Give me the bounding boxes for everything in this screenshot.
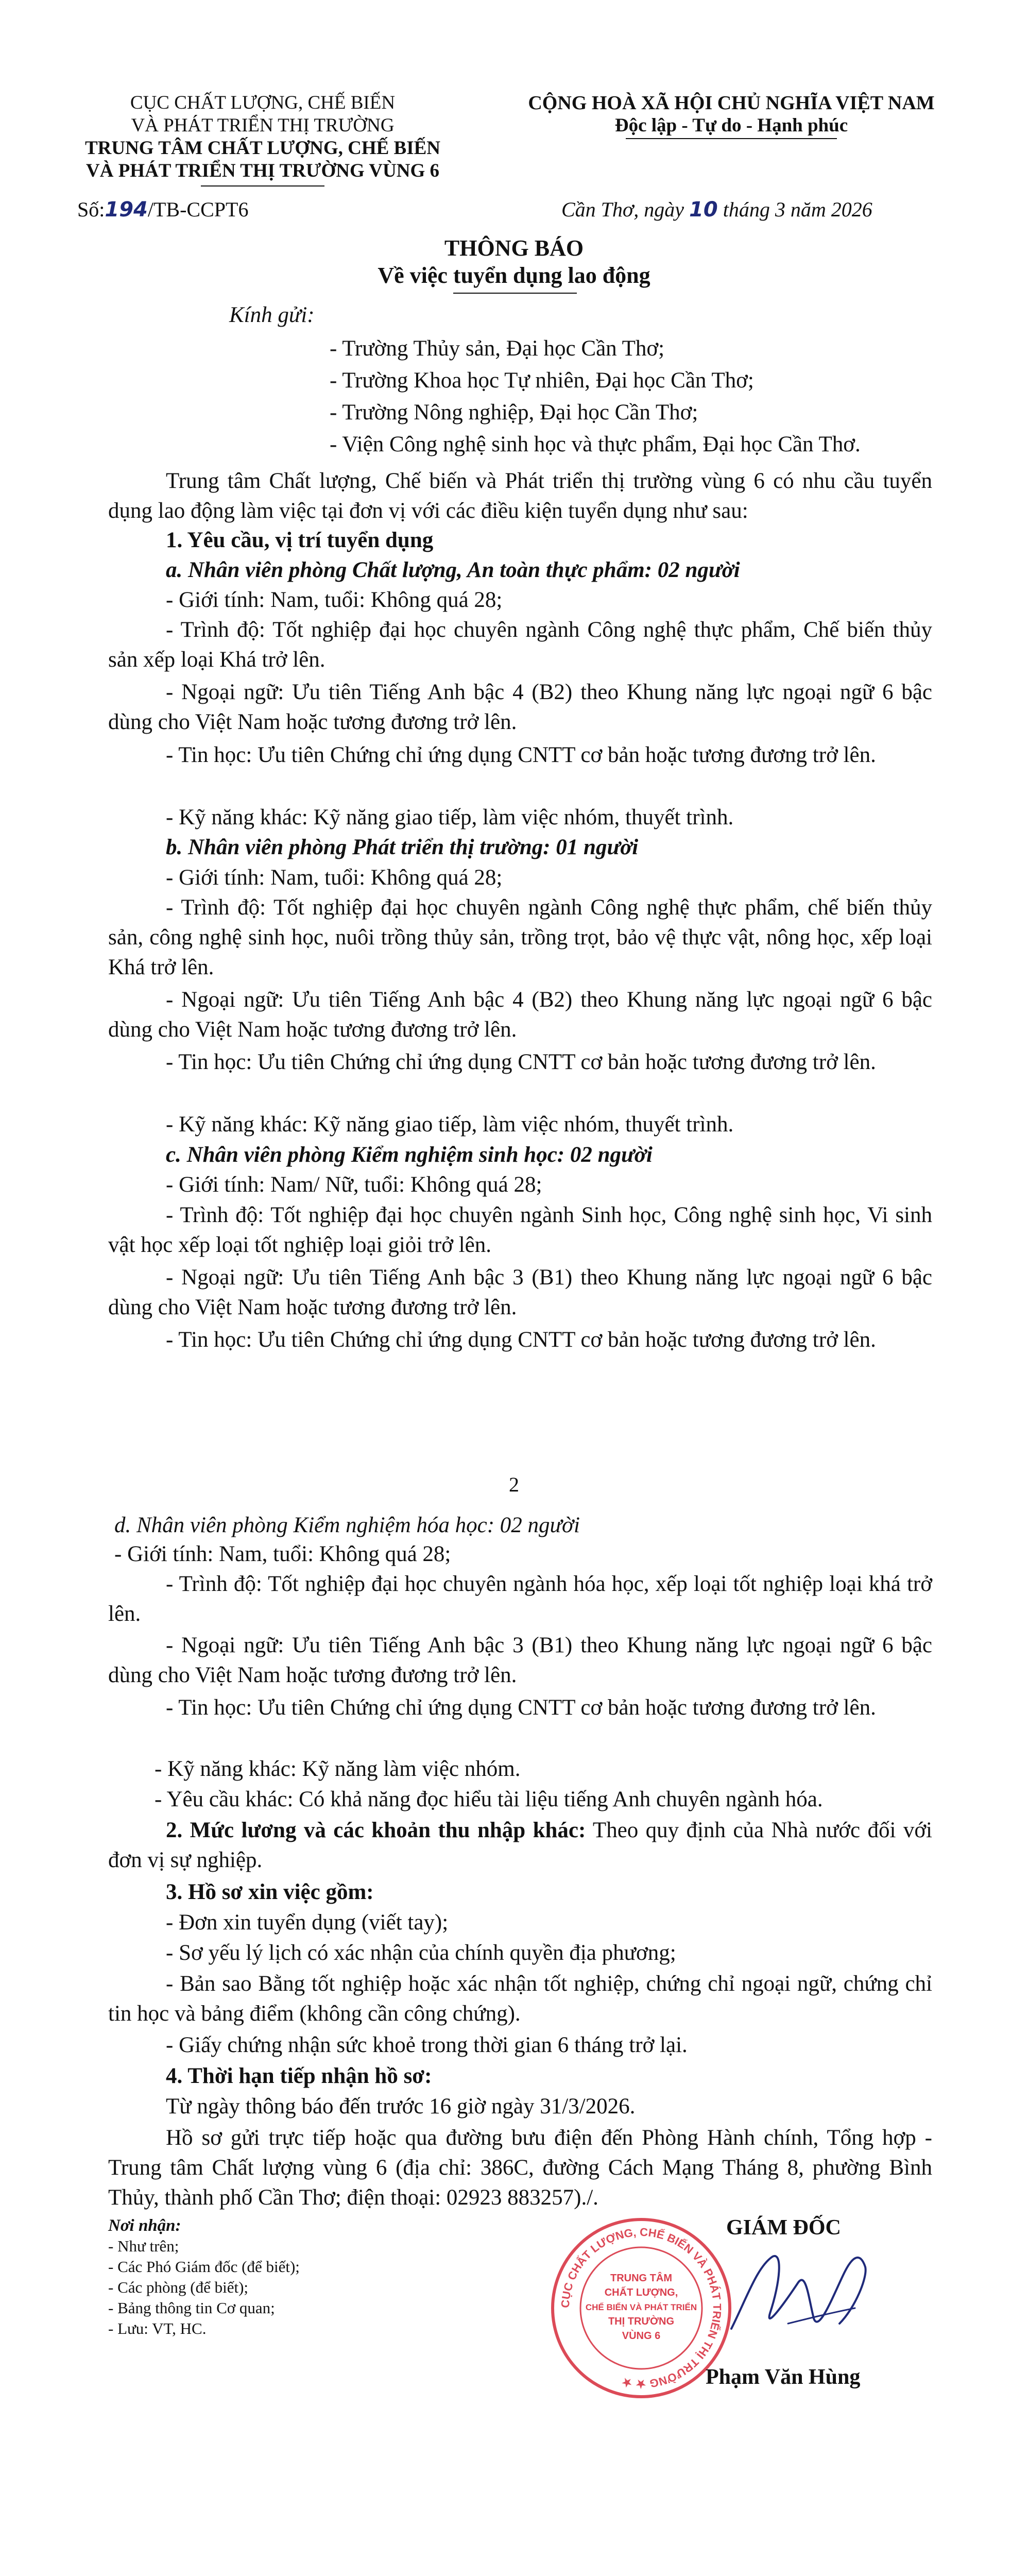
- agency-block: [77, 92, 448, 182]
- position-a-degree: - Trình độ: Tốt nghiệp đại học chuyên ngành Công nghệ thực phẩm, Chế biến thủy sản xếp loại Khá trở lên.: [108, 618, 932, 672]
- position-d-title-line: d. Nhân viên phòng Kiểm nghiệm hóa học: 02 người: [114, 1513, 580, 1537]
- position-a-gender: - Giới tính: Nam, tuổi: Không quá 28;: [166, 588, 503, 612]
- section-3-item-2: - Sơ yếu lý lịch có xác nhận của chính quyền địa phương;: [166, 1941, 676, 1965]
- recipient-1: - Trường Thủy sản, Đại học Cần Thơ;: [330, 336, 665, 361]
- section-4-address: Hồ sơ gửi trực tiếp hoặc qua đường bưu điện đến Phòng Hành chính, Tổng hợp - Trung tâm Chất lượng vùng 6 (địa chỉ: 386C, đường Cách Mạng Tháng 8, phường Bình Thủy, thành phố Cần Thơ; điện thoại: 02923 883257)./.: [108, 2126, 932, 2210]
- recipient-4: - Viện Công nghệ sinh học và thực phẩm, Đại học Cần Thơ.: [330, 432, 861, 456]
- position-c-title: c. Nhân viên phòng Kiểm nghiệm sinh học: 02 người: [166, 1143, 653, 1167]
- position-b-degree: - Trình độ: Tốt nghiệp đại học chuyên ngành Công nghệ thực phẩm, chế biến thủy sản, công nghệ sinh học, nuôi trồng thủy sản, trồng trọt, bảo vệ thực vật, nông học, xếp loại Khá trở lên.: [108, 895, 932, 979]
- recipient-2: - Trường Khoa học Tự nhiên, Đại học Cần Thơ;: [330, 368, 754, 393]
- agency-parent-line2: VÀ PHÁT TRIỂN THỊ TRƯỜNG: [131, 115, 395, 136]
- position-b-it: - Tin học: Ưu tiên Chứng chỉ ứng dụng CNTT cơ bản hoặc tương đương trở lên.: [166, 1050, 876, 1074]
- position-b-skills: - Kỹ năng khác: Kỹ năng giao tiếp, làm việc nhóm, thuyết trình.: [166, 1112, 734, 1137]
- section-3-heading: 3. Hồ sơ xin việc gồm:: [166, 1880, 374, 1904]
- position-b-language: - Ngoại ngữ: Ưu tiên Tiếng Anh bậc 4 (B2) theo Khung năng lực ngoại ngữ 6 bậc dùng cho Việt Nam hoặc tương đương trở lên.: [108, 988, 932, 1042]
- position-a-skills: - Kỹ năng khác: Kỹ năng giao tiếp, làm việc nhóm, thuyết trình.: [166, 805, 734, 829]
- signer-title: GIÁM ĐỐC: [726, 2216, 841, 2240]
- noi-nhan-item-3: - Các phòng (để biết);: [108, 2278, 249, 2296]
- position-d-it: - Tin học: Ưu tiên Chứng chỉ ứng dụng CNTT cơ bản hoặc tương đương trở lên.: [166, 1696, 876, 1720]
- subtitle-underline: [453, 293, 577, 294]
- date-day-handwritten: 10: [689, 198, 718, 222]
- section-2-paragraph: [108, 1816, 932, 1875]
- position-d-language: - Ngoại ngữ: Ưu tiên Tiếng Anh bậc 3 (B1) theo Khung năng lực ngoại ngữ 6 bậc dùng cho Việt Nam hoặc tương đương trở lên.: [108, 1633, 932, 1687]
- section-4-heading: 4. Thời hạn tiếp nhận hồ sơ:: [166, 2064, 432, 2088]
- recipients-list: [108, 2215, 300, 2339]
- agency-name-line1: TRUNG TÂM CHẤT LƯỢNG, CHẾ BIẾN: [84, 138, 441, 159]
- section-3-item-1: - Đơn xin tuyển dụng (viết tay);: [166, 1910, 449, 1935]
- agency-underline: [201, 185, 324, 187]
- handwritten-signature: [711, 2236, 881, 2349]
- signer-name: Phạm Văn Hùng: [706, 2365, 861, 2389]
- agency-name-line2: VÀ PHÁT TRIỂN THỊ TRƯỜNG VÙNG 6: [86, 160, 439, 181]
- position-c-degree: - Trình độ: Tốt nghiệp đại học chuyên ngành Sinh học, Công nghệ sinh học, Vi sinh vật học xếp loại tốt nghiệp loại giỏi trở lên.: [108, 1203, 932, 1257]
- noi-nhan-item-5: - Lưu: VT, HC.: [108, 2319, 207, 2337]
- section-4-deadline: Từ ngày thông báo đến trước 16 giờ ngày 31/3/2026.: [166, 2094, 636, 2119]
- nation-title: CỘNG HOÀ XÃ HỘI CHỦ NGHĨA VIỆT NAM: [528, 92, 935, 114]
- svg-text:TRUNG TÂM: TRUNG TÂM: [610, 2273, 672, 2284]
- svg-text:VÙNG 6: VÙNG 6: [622, 2330, 661, 2342]
- svg-text:THỊ TRƯỜNG: THỊ TRƯỜNG: [608, 2316, 675, 2327]
- position-c-it: - Tin học: Ưu tiên Chứng chỉ ứng dụng CNTT cơ bản hoặc tương đương trở lên.: [166, 1328, 876, 1352]
- motto-underline: [626, 138, 837, 139]
- section-1-heading: 1. Yêu cầu, vị trí tuyển dụng: [166, 528, 434, 552]
- doc-number-handwritten: 194: [105, 198, 148, 222]
- svg-text:CHẤT LƯỢNG,: CHẤT LƯỢNG,: [604, 2287, 678, 2298]
- position-c-language: - Ngoại ngữ: Ưu tiên Tiếng Anh bậc 3 (B1) theo Khung năng lực ngoại ngữ 6 bậc dùng cho Việt Nam hoặc tương đương trở lên.: [108, 1265, 932, 1319]
- section-2-text: Theo quy định của Nhà nước đối với đơn vị sự nghiệp.: [108, 1818, 932, 1872]
- position-c-gender: - Giới tính: Nam/ Nữ, tuổi: Không quá 28;: [166, 1173, 542, 1197]
- position-d-other: - Yêu cầu khác: Có khả năng đọc hiểu tài liệu tiếng Anh chuyên ngành hóa.: [155, 1787, 823, 1811]
- noi-nhan-item-4: - Bảng thông tin Cơ quan;: [108, 2299, 275, 2317]
- position-a-language: - Ngoại ngữ: Ưu tiên Tiếng Anh bậc 4 (B2) theo Khung năng lực ngoại ngữ 6 bậc dùng cho Việt Nam hoặc tương đương trở lên.: [108, 680, 932, 734]
- kinh-gui-label: Kính gửi:: [229, 303, 315, 327]
- noi-nhan-label: Nơi nhận:: [108, 2216, 181, 2235]
- position-d-degree: - Trình độ: Tốt nghiệp đại học chuyên ngành hóa học, xếp loại tốt nghiệp loại khá trở lên.: [108, 1572, 932, 1626]
- position-b-title: b. Nhân viên phòng Phát triển thị trường: 01 người: [166, 835, 639, 859]
- document-subtitle: Về việc tuyển dụng lao động: [378, 263, 650, 288]
- section-3-item-3: - Bản sao Bằng tốt nghiệp hoặc xác nhận tốt nghiệp, chứng chỉ ngoại ngữ, chứng chỉ tin học và bảng điểm (không cần công chứng).: [108, 1972, 932, 2026]
- noi-nhan-item-2: - Các Phó Giám đốc (để biết);: [108, 2258, 300, 2276]
- section-3-item-4: - Giấy chứng nhận sức khoẻ trong thời gian 6 tháng trở lại.: [166, 2033, 688, 2057]
- agency-parent-line1: CỤC CHẤT LƯỢNG, CHẾ BIẾN: [130, 92, 396, 113]
- position-a-title: a. Nhân viên phòng Chất lượng, An toàn thực phẩm: 02 người: [166, 558, 740, 582]
- place-date: Cần Thơ, ngày 10 tháng 3 năm 2026: [561, 198, 872, 222]
- nation-block: [494, 92, 968, 137]
- intro-paragraph: Trung tâm Chất lượng, Chế biến và Phát triển thị trường vùng 6 có nhu cầu tuyển dụng lao động làm việc tại đơn vị với các điều kiện tuyển dụng như sau:: [108, 469, 932, 523]
- svg-text:CHẾ BIẾN VÀ PHÁT TRIỂN: CHẾ BIẾN VÀ PHÁT TRIỂN: [585, 2302, 697, 2312]
- document-number: Số:194/TB-CCPT6: [77, 198, 249, 222]
- noi-nhan-item-1: - Như trên;: [108, 2237, 179, 2255]
- position-d-skills: - Kỹ năng khác: Kỹ năng làm việc nhóm.: [155, 1757, 521, 1781]
- page-number: 2: [509, 1473, 519, 1496]
- nation-motto: Độc lập - Tự do - Hạnh phúc: [614, 115, 848, 136]
- svg-text:CỤC CHẤT LƯỢNG, CHẾ BIẾN VÀ PH: CỤC CHẤT LƯỢNG, CHẾ BIẾN VÀ PHÁT TRIỂN THỊ TRƯỜNG ★ ★: [558, 2225, 724, 2391]
- document-title: THÔNG BÁO: [444, 235, 584, 261]
- recipient-3: - Trường Nông nghiệp, Đại học Cần Thơ;: [330, 400, 698, 425]
- position-b-gender: - Giới tính: Nam, tuổi: Không quá 28;: [166, 866, 503, 890]
- position-d-gender: - Giới tính: Nam, tuổi: Không quá 28;: [114, 1542, 451, 1566]
- section-2-heading: 2. Mức lương và các khoản thu nhập khác:: [166, 1818, 586, 1842]
- position-a-it: - Tin học: Ưu tiên Chứng chỉ ứng dụng CNTT cơ bản hoặc tương đương trở lên.: [166, 743, 876, 767]
